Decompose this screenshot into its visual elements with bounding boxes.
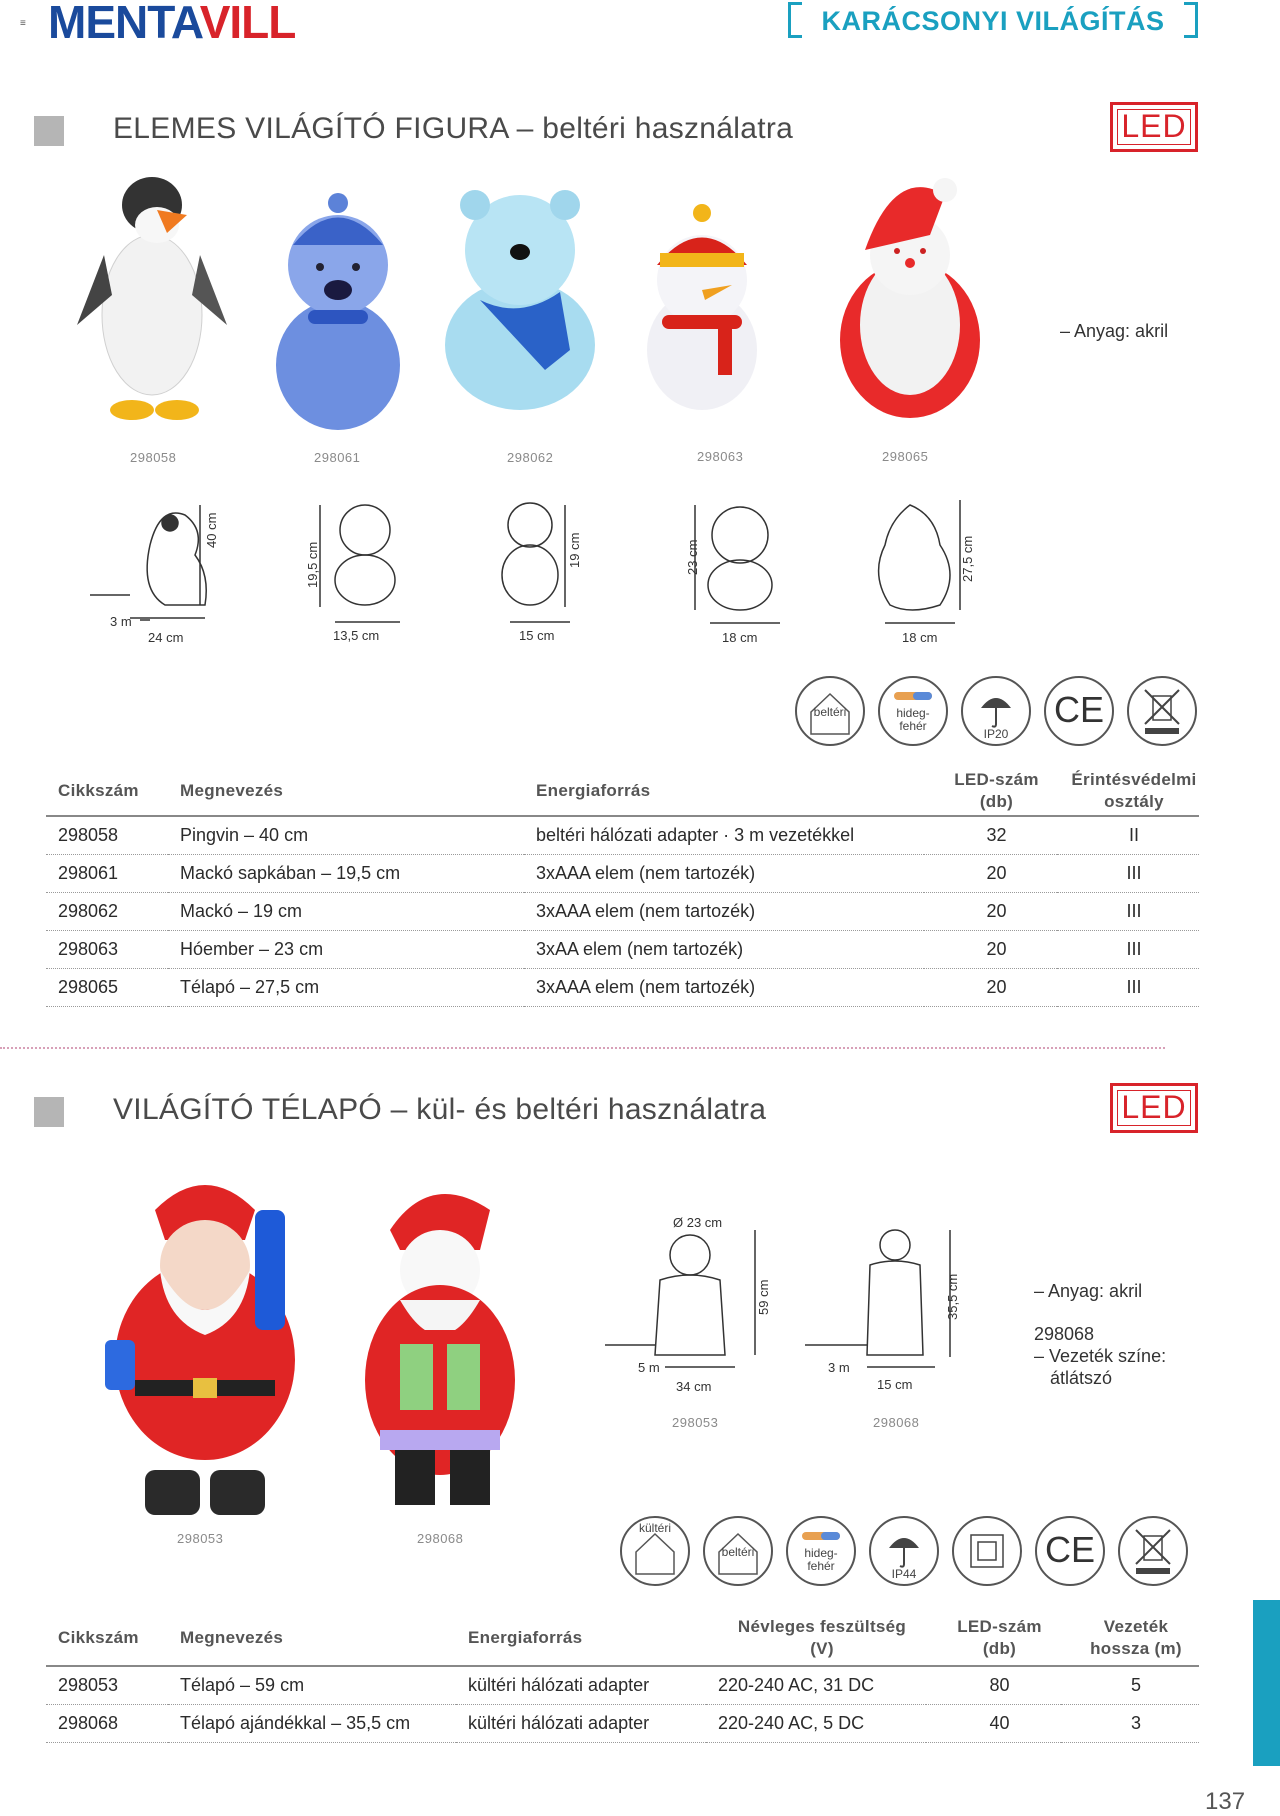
category-title: KARÁCSONYI VILÁGÍTÁS <box>821 6 1165 36</box>
section-marker <box>34 116 64 146</box>
bracket-right <box>1184 2 1198 38</box>
cell-led: 40 <box>926 1704 1061 1742</box>
cell-code: 298063 <box>46 930 168 968</box>
category-header <box>788 2 1198 38</box>
col-header: Cikkszám <box>46 1610 168 1666</box>
dim-width: 18 cm <box>902 630 938 645</box>
santa-figures <box>95 1170 555 1520</box>
dim-width: 15 cm <box>519 628 555 643</box>
cell-class: III <box>1057 854 1199 892</box>
cell-code: 298062 <box>46 892 168 930</box>
cable-color-note: – Vezeték színe: <box>1034 1346 1167 1366</box>
spec-table-2 <box>46 1610 1199 1743</box>
col-header: Cikkszám <box>46 766 168 816</box>
cell-energy: kültéri hálózati adapter <box>456 1666 706 1704</box>
dim-height: 19 cm <box>567 532 582 568</box>
bear-hat-figure <box>276 193 400 430</box>
col-header: LED-szám (db) <box>926 1610 1061 1666</box>
dim-height: 23 cm <box>685 539 700 575</box>
product-code: 298061 <box>314 450 361 465</box>
cell-energy: kültéri hálózati adapter <box>456 1704 706 1742</box>
side-tab <box>1253 1600 1280 1766</box>
table-row <box>46 892 1199 930</box>
dim-width: 18 cm <box>722 630 758 645</box>
cell-cable: 3 <box>1061 1704 1199 1742</box>
col-header: LED-szám (db) <box>924 766 1057 816</box>
cell-energy: 3xAAA elem (nem tartozék) <box>524 854 924 892</box>
section1-title: ELEMES VILÁGÍTÓ FIGURA – beltéri használatra <box>113 112 794 145</box>
section-marker <box>34 1097 64 1127</box>
table-row <box>46 1704 1199 1742</box>
product-code: 298065 <box>882 449 929 464</box>
cell-code: 298065 <box>46 968 168 1006</box>
col-header: Névleges feszültség (V) <box>706 1610 926 1666</box>
page-number: 137 <box>1205 1788 1246 1815</box>
cell-name: Télapó ajándékkal – 35,5 cm <box>168 1704 456 1742</box>
cell-energy: 3xAA elem (nem tartozék) <box>524 930 924 968</box>
cell-led: 80 <box>926 1666 1061 1704</box>
product-code: 298062 <box>507 450 554 465</box>
cell-code: 298068 <box>46 1704 168 1742</box>
weee-icon <box>1118 1516 1188 1586</box>
penguin-figure <box>77 177 227 420</box>
santa-big-figure <box>105 1185 295 1515</box>
indoor-icon: beltéri <box>795 676 865 746</box>
material-note: – Anyag: akril <box>1060 321 1169 341</box>
table-row <box>46 816 1199 854</box>
cold-white-icon: hideg- fehér <box>786 1516 856 1586</box>
cell-code: 298053 <box>46 1666 168 1704</box>
col-header: Energiaforrás <box>456 1610 706 1666</box>
santa-gift-figure <box>365 1194 515 1505</box>
ip44-icon: IP44 <box>869 1516 939 1586</box>
class2-icon <box>952 1516 1022 1586</box>
col-header: Megnevezés <box>168 766 524 816</box>
cell-name: Télapó – 27,5 cm <box>168 968 524 1006</box>
dim-height: 19,5 cm <box>305 541 320 588</box>
cell-code: 298061 <box>46 854 168 892</box>
dim-cable: 5 m <box>638 1360 660 1375</box>
cell-name: Télapó – 59 cm <box>168 1666 456 1704</box>
table-row <box>46 930 1199 968</box>
logo <box>48 0 296 48</box>
snowman-figure <box>647 204 757 410</box>
section-divider <box>0 1047 1165 1049</box>
dim-height: 40 cm <box>204 512 219 548</box>
led-badge: LED <box>1110 102 1198 152</box>
outdoor-icon: kültéri <box>620 1516 690 1586</box>
cell-voltage: 220-240 AC, 5 DC <box>706 1704 926 1742</box>
logo-menta: MENTA <box>48 0 200 48</box>
product-code: 298063 <box>697 449 744 464</box>
santa-figure <box>840 178 980 418</box>
cell-name: Pingvin – 40 cm <box>168 816 524 854</box>
cell-name: Mackó sapkában – 19,5 cm <box>168 854 524 892</box>
dim-diameter: Ø 23 cm <box>673 1215 723 1230</box>
ce-icon: CE <box>1035 1516 1105 1586</box>
cell-energy: 3xAAA elem (nem tartozék) <box>524 892 924 930</box>
extra-code: 298068 <box>1034 1324 1095 1344</box>
cell-code: 298058 <box>46 816 168 854</box>
table-row <box>46 968 1199 1006</box>
cell-name: Hóember – 23 cm <box>168 930 524 968</box>
ip20-icon: IP20 <box>961 676 1031 746</box>
cell-energy: 3xAAA elem (nem tartozék) <box>524 968 924 1006</box>
dim-width: 15 cm <box>877 1377 913 1392</box>
dim-height: 35,5 cm <box>945 1273 960 1320</box>
product-code: 298053 <box>177 1531 224 1546</box>
dim-width: 24 cm <box>148 630 184 645</box>
cell-class: III <box>1057 930 1199 968</box>
indoor-icon: beltéri <box>703 1516 773 1586</box>
cold-white-icon: hideg- fehér <box>878 676 948 746</box>
cell-name: Mackó – 19 cm <box>168 892 524 930</box>
cell-led: 20 <box>924 854 1057 892</box>
weee-icon <box>1127 676 1197 746</box>
product-code: 298058 <box>130 450 177 465</box>
dim-cable: 3 m <box>110 614 132 629</box>
cell-led: 20 <box>924 968 1057 1006</box>
bear-figure <box>445 190 595 410</box>
cable-color-value: átlátszó <box>1050 1368 1113 1388</box>
ce-icon: CE <box>1044 676 1114 746</box>
cell-led: 32 <box>924 816 1057 854</box>
col-header: Megnevezés <box>168 1610 456 1666</box>
cell-class: II <box>1057 816 1199 854</box>
dim-height: 27,5 cm <box>960 535 975 582</box>
col-header: Energiaforrás <box>524 766 924 816</box>
cell-energy: beltéri hálózati adapter · 3 m vezetékkel <box>524 816 924 854</box>
spec-table-1 <box>46 766 1199 1007</box>
cell-cable: 5 <box>1061 1666 1199 1704</box>
col-header: Vezeték hossza (m) <box>1061 1610 1199 1666</box>
led-badge: LED <box>1110 1083 1198 1133</box>
cell-led: 20 <box>924 930 1057 968</box>
table-row <box>46 854 1199 892</box>
menu-mark: ≡ <box>20 18 26 29</box>
product-figures-row <box>60 175 1060 445</box>
cell-class: III <box>1057 892 1199 930</box>
table-row <box>46 1666 1199 1704</box>
dim-width: 13,5 cm <box>333 628 380 643</box>
dim-height: 59 cm <box>756 1279 771 1315</box>
product-code: 298068 <box>873 1415 920 1430</box>
product-code: 298053 <box>672 1415 719 1430</box>
cell-voltage: 220-240 AC, 31 DC <box>706 1666 926 1704</box>
product-code: 298068 <box>417 1531 464 1546</box>
cell-class: III <box>1057 968 1199 1006</box>
material-note: – Anyag: akril <box>1034 1281 1143 1301</box>
col-header: Érintésvédelmi osztály <box>1057 766 1199 816</box>
dim-cable: 3 m <box>828 1360 850 1375</box>
cell-led: 20 <box>924 892 1057 930</box>
logo-vill: VILL <box>199 0 296 48</box>
dim-width: 34 cm <box>676 1379 712 1394</box>
section2-title: VILÁGÍTÓ TÉLAPÓ – kül- és beltéri használatra <box>113 1093 767 1126</box>
